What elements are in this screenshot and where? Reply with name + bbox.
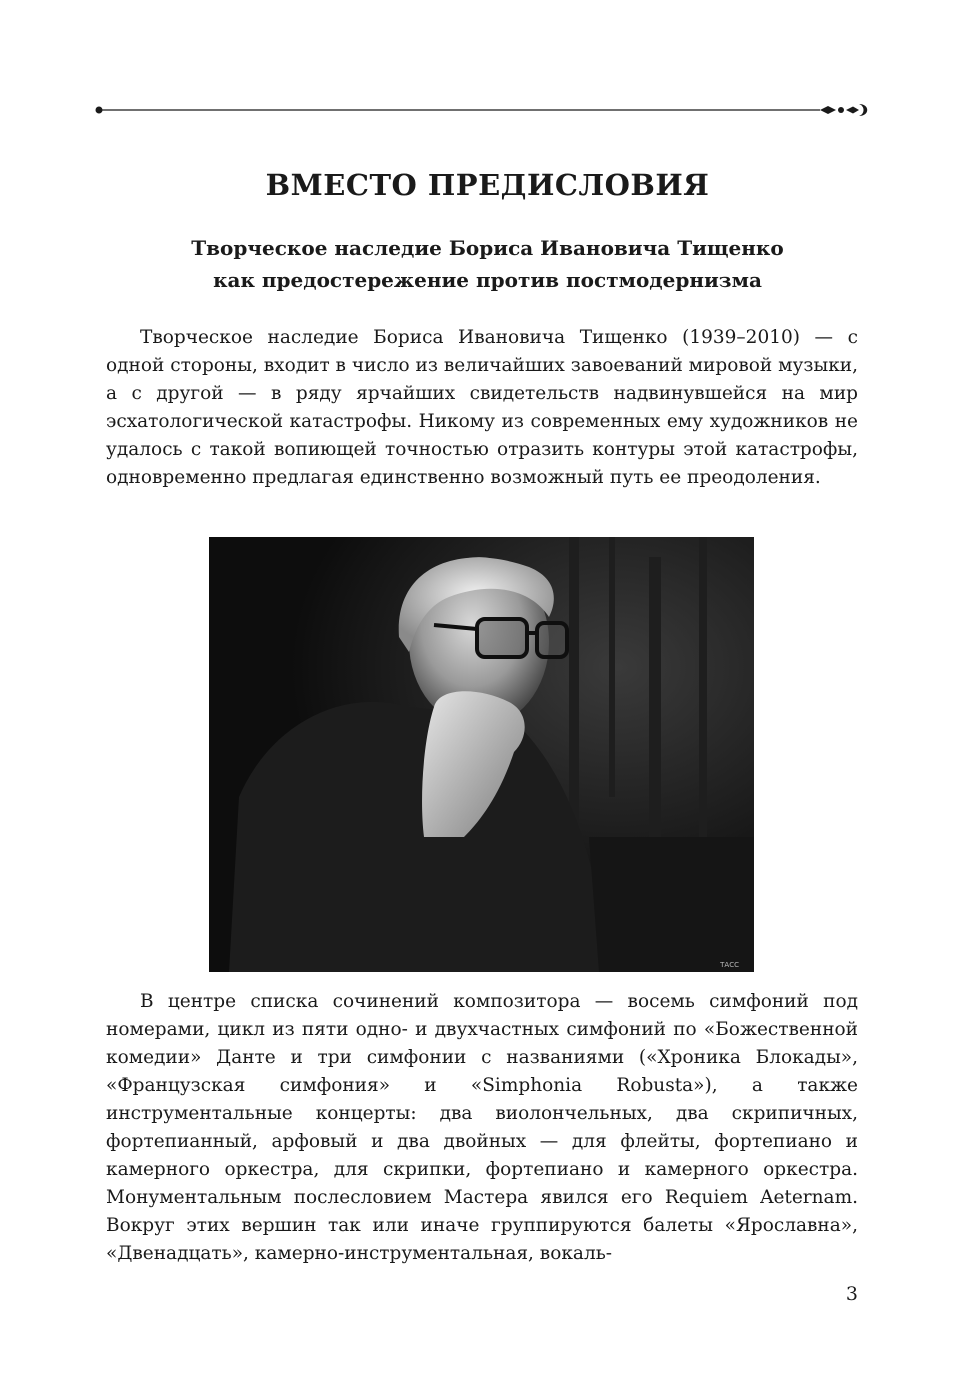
subtitle — [100, 232, 875, 296]
composer-portrait-photo — [209, 537, 754, 972]
decorative-rule — [95, 100, 870, 120]
photo-watermark: ТАСС — [720, 961, 739, 969]
subtitle-line-2: как предостережение против постмодернизма — [213, 268, 762, 292]
paragraph-works: В центре списка сочинений композитора — восемь симфоний под номерами, цикл из пяти одно- и двухчастных симфоний по «Божественной комедии» Данте и три симфонии с названиями («Хроника Блокады», «Французская симфония» и «Simphonia Robusta»), а также инструментальные концерты: два виолончельных, два скрипичных, фортепианный, арфовый и два двойных — для флейты, фортепиано и камерного оркестра, для скрипки, фортепиано и камерного оркестра. Монументальным послесловием Мастера явился его Requiem Aeternam. Вокруг этих вершин так или иначе группируются балеты «Ярославна», «Двенадцать», камерно-инструментальная, вокаль- — [106, 991, 858, 1264]
chair-back — [589, 837, 754, 972]
page-number: 3 — [845, 1283, 858, 1305]
subtitle-line-1: Творческое наследие Бориса Ивановича Тищенко — [191, 236, 784, 260]
page-title: ВМЕСТО ПРЕДИСЛОВИЯ — [265, 168, 710, 202]
rule-ornament-icon — [820, 104, 867, 116]
paragraph-intro: Творческое наследие Бориса Ивановича Тищенко (1939–2010) — с одной стороны, входит в число из величайших завоеваний мировой музыки, а с другой — в ряду ярчайших свидетельств надвинувшейся на мир эсхатологической катастрофы. Никому из современных ему художников не удалось с такой вопиющей точностью отразить контуры этой катастрофы, одновременно предлагая единственно возможный путь ее преодоления. — [106, 327, 858, 488]
